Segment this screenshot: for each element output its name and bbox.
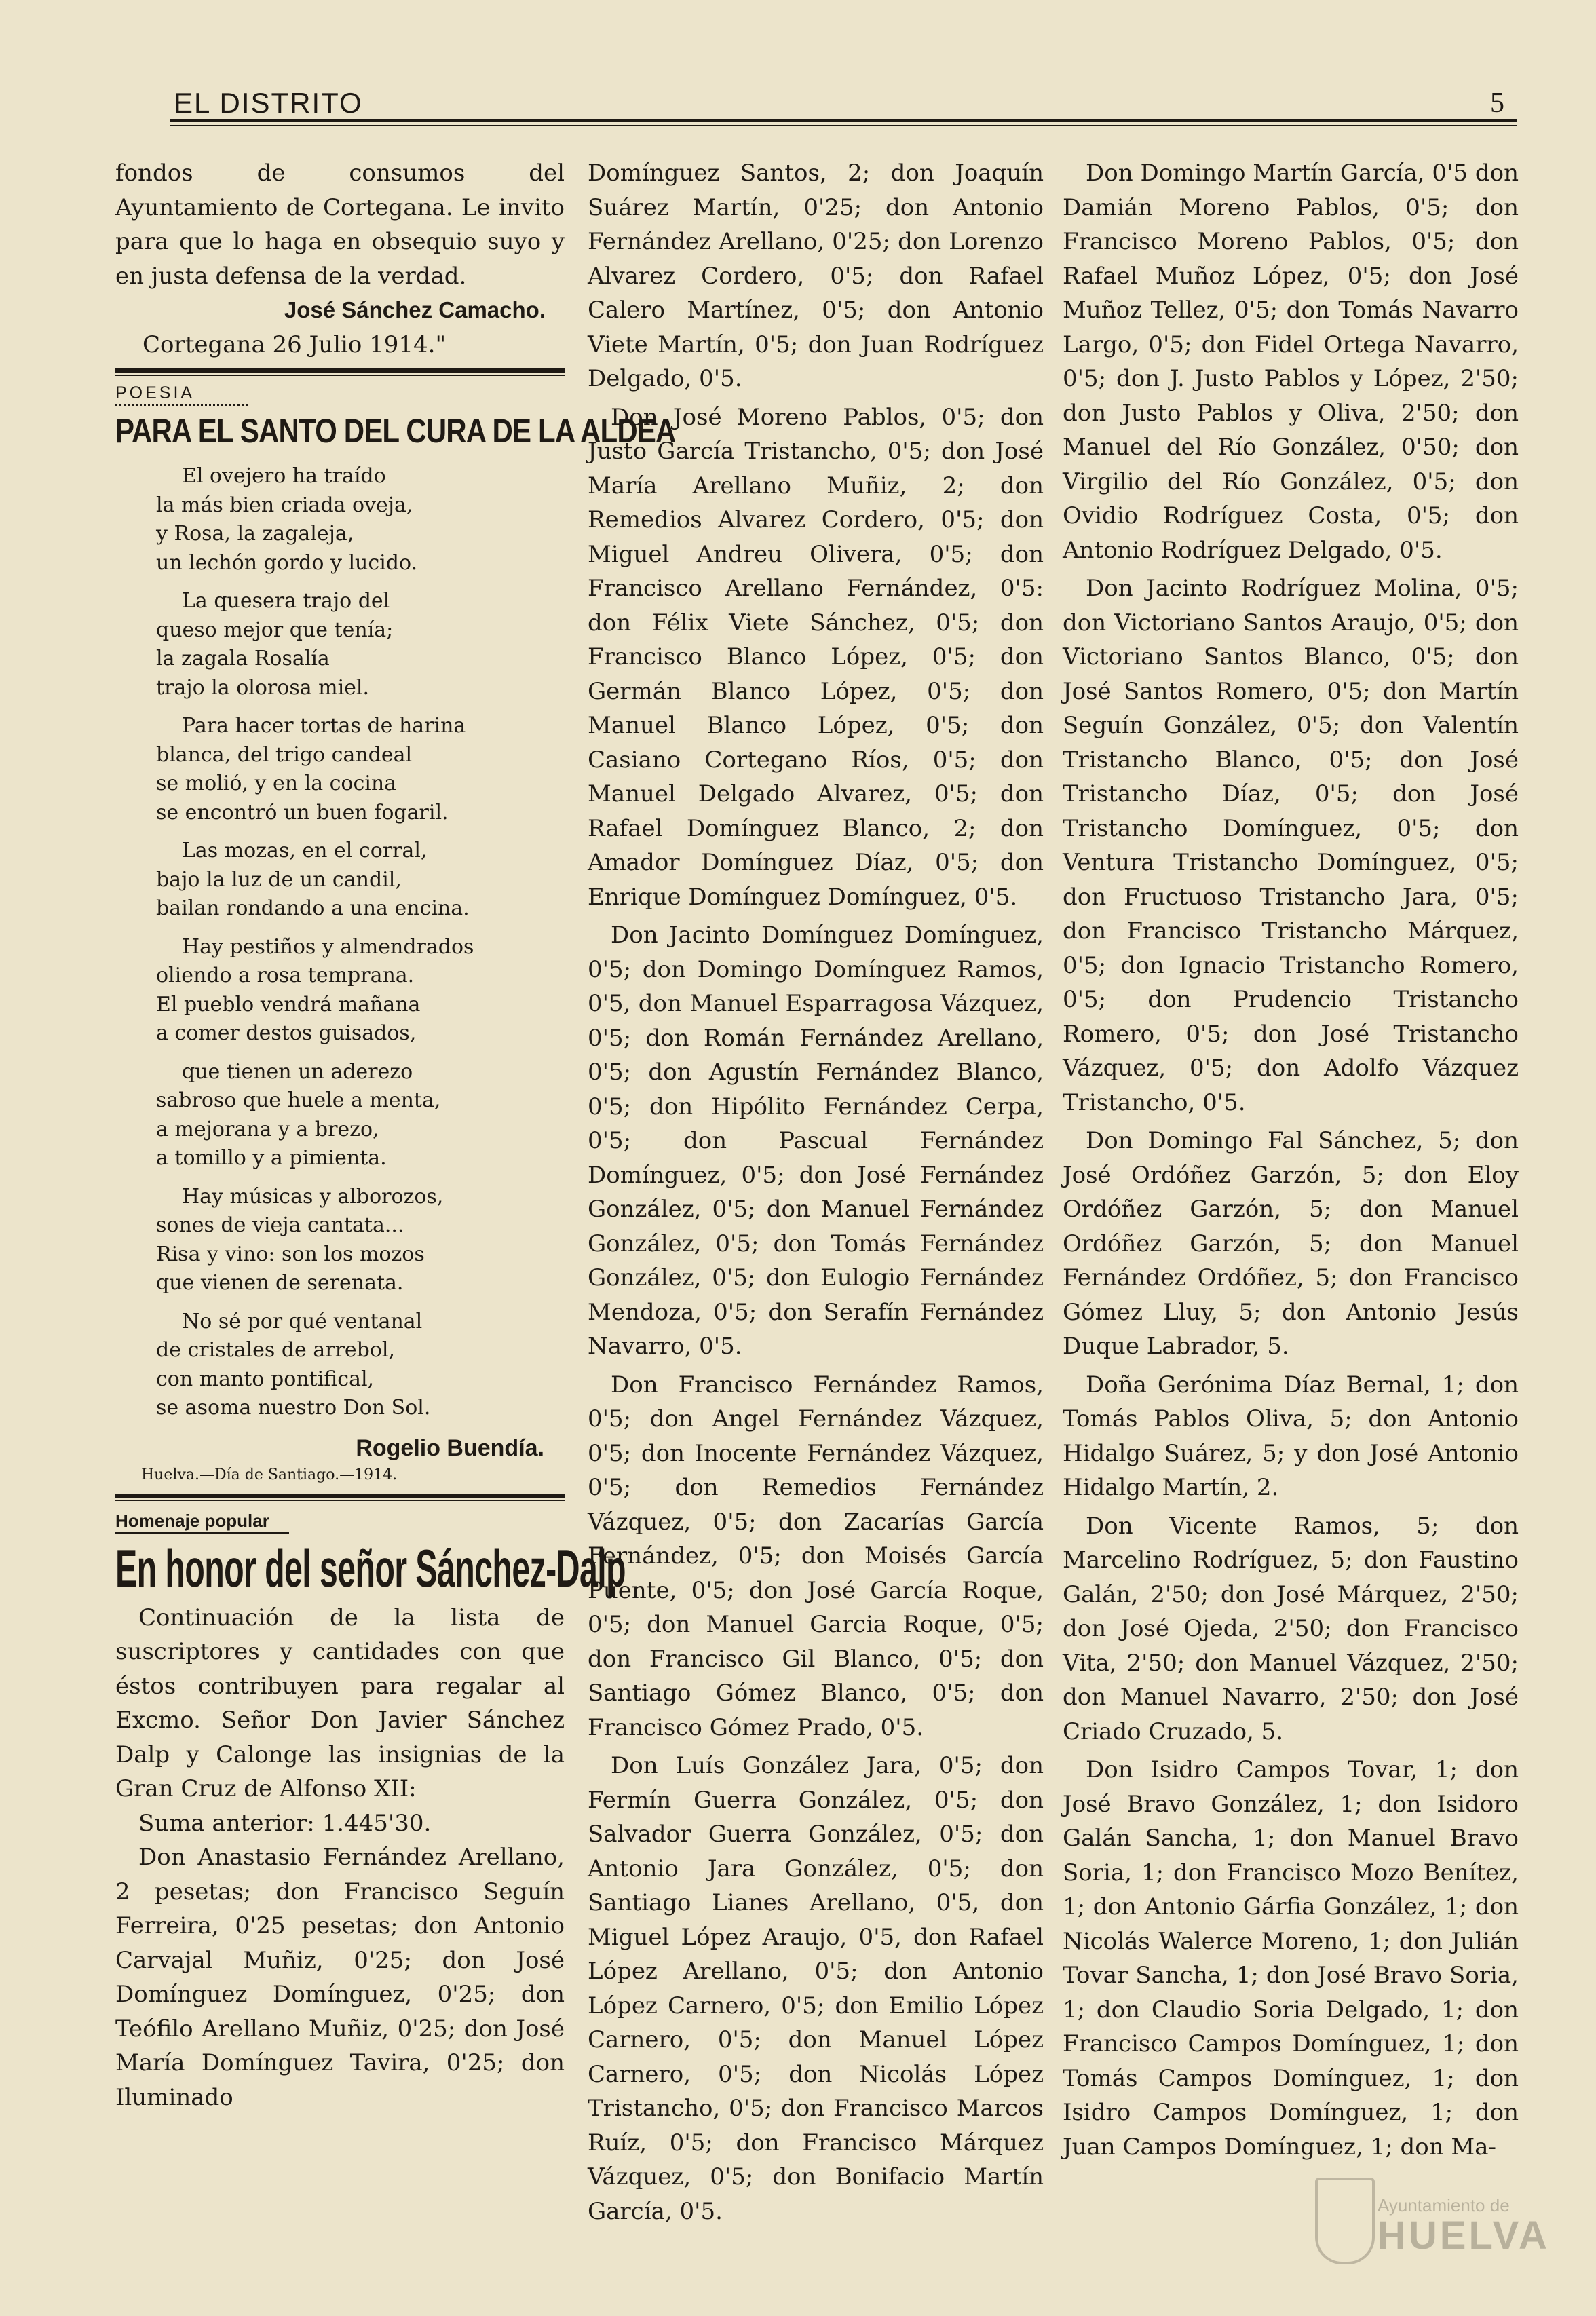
subscriber-paragraph: Don Vicente Ramos, 5; don Marcelino Rodríguez, 5; don Faustino Galán, 2'50; don José Márquez, 2'50; don José Ojeda, 2'50; don Francisco Vita, 2'50; don Manuel Vázquez, 2'50; don Manuel Navarro, 2'50; don José Criado Cruzado, 5. xyxy=(1063,1512,1519,1745)
subscriber-paragraph: Don Luís González Jara, 0'5; don Fermín Guerra González, 0'5; don Salvador Guerra González, 0'5; don Antonio Jara González, 0'5; don Santiago Lianes Arellano, 0'5, don Miguel López Araujo, 0'5, don Rafael López Arellano, 0'5; don Antonio López Carnero, 0'5; don Emilio López Carnero, 0'5; don Manuel López Carnero, 0'5; don Nicolás López Tristancho, 0'5; don Francisco Marcos Ruíz, 0'5; don Francisco Márquez Vázquez, 0'5; don Bonifacio Martín García, 0'5. xyxy=(588,1752,1044,2225)
subscriber-paragraph: Don Francisco Fernández Ramos, 0'5; don Angel Fernández Vázquez, 0'5; don Inocente Fernández Vázquez, 0'5; don Remedios Fernández Vázquez, 0'5; don Zacarías García Fernández, 0'5; don Moisés García Puente, 0'5; don José García Roque, 0'5; don Manuel Garcia Roque, 0'5; don Francisco Gil Blanco, 0'5; don Santiago Gómez Blanco, 0'5; don Francisco Gómez Prado, 0'5. xyxy=(588,1371,1044,1741)
poem-line: El pueblo vendrá mañana xyxy=(156,992,421,1017)
subscriber-paragraph: Doña Gerónima Díaz Bernal, 1; don Tomás Pablos Oliva, 5; don Antonio Hidalgo Suárez, 5; y don José Antonio Hidalgo Martín, 2. xyxy=(1063,1371,1519,1501)
poem-date: Huelva.—Día de Santiago.—1914. xyxy=(141,1466,398,1483)
poem-line: que vienen de serenata. xyxy=(156,1271,404,1295)
poem-line: a tomillo y a pimienta. xyxy=(156,1146,387,1170)
column-1 xyxy=(115,156,676,2114)
page-header xyxy=(170,87,1517,121)
homenaje-title: En honor del señor Sánchez-Dalp xyxy=(115,1538,626,1598)
poem-line: se asoma nuestro Don Sol. xyxy=(156,1396,431,1420)
poem-line: la más bien criada oveja, xyxy=(156,493,413,517)
poem-line: Risa y vino: son los mozos xyxy=(156,1242,425,1266)
watermark xyxy=(1310,2161,1550,2297)
poem-line: sones de vieja cantata... xyxy=(156,1213,404,1237)
poem-line: de cristales de arrebol, xyxy=(156,1338,396,1362)
poem-line: se encontró un buen fogaril. xyxy=(156,800,449,824)
section-divider xyxy=(115,368,565,373)
poem-stanza xyxy=(115,1183,565,1298)
poem-kicker: POESIA xyxy=(115,383,195,402)
poem-line: queso mejor que tenía; xyxy=(156,618,394,642)
poem-stanza xyxy=(115,462,565,577)
poem-line: un lechón gordo y lucido. xyxy=(156,550,418,575)
subscriber-paragraph: Domínguez Santos, 2; don Joaquín Suárez Martín, 0'25; don Antonio Fernández Arellano, 0'25; don Lorenzo Alvarez Cordero, 0'5; don Rafael Calero Martínez, 0'5; don Antonio Viete Martín, 0'5; don Juan Rodríguez Delgado, 0'5. xyxy=(588,159,1044,392)
section-divider-thin xyxy=(115,1500,565,1501)
watermark-line2: HUELVA xyxy=(1378,2214,1550,2258)
poem-line: se molió, y en la cocina xyxy=(156,772,397,795)
homenaje-intro: Continuación de la lista de suscriptores y cantidades con que éstos contribuyen para regalar al Excmo. Señor Don Javier Sánchez Dalp y Calonge las insignias de la Gran Cruz de Alfonso XII: xyxy=(115,1603,565,1802)
poem-line: que tienen un aderezo xyxy=(182,1059,413,1084)
poem-body xyxy=(115,462,565,1423)
newspaper-title: EL DISTRITO xyxy=(174,87,363,119)
suma-anterior: Suma anterior: 1.445'30. xyxy=(138,1809,432,1837)
subscriber-paragraph: Don José Moreno Pablos, 0'5; don Justo García Tristancho, 0'5; don José María Arellano Muñiz, 2; don Remedios Alvarez Cordero, 0'5; don Miguel Andreu Olivera, 0'5; don Francisco Arellano Fernández, 0'5: don Félix Viete Sánchez, 0'5; don Francisco Blanco López, 0'5; don Germán Blanco López, 0'5; don Manuel Blanco López, 0'5; don Casiano Cortegano Ríos, 0'5; don Manuel Delgado Alvarez, 0'5; don Rafael Domínguez Blanco, 2; don Amador Domínguez Díaz, 0'5; don Enrique Domínguez Domínguez, 0'5. xyxy=(588,403,1044,911)
intro-paragraph: fondos de consumos del Ayuntamiento de Cortegana. Le invito para que lo haga en obsequio suyo y en justa defensa de la verdad. xyxy=(115,159,565,290)
poem-line: sabroso que huele a menta, xyxy=(156,1088,441,1112)
subscriber-paragraph: Don Isidro Campos Tovar, 1; don José Bravo González, 1; don Isidoro Galán Sancha, 1; don Manuel Bravo Soria, 1; don Francisco Mozo Benítez, 1; don Antonio Gárfia González, 1; don Nicolás Walerce Moreno, 1; don Julián Tovar Sancha, 1; don José Bravo Soria, 1; don Claudio Soria Delgado, 1; don Francisco Campos Domínguez, 1; don Tomás Campos Domínguez, 1; don Isidro Campos Domínguez, 1; don Juan Campos Domínguez, 1; don Ma- xyxy=(1063,1756,1519,2161)
poem-line: con manto pontifical, xyxy=(156,1367,375,1391)
poem-stanza xyxy=(115,1308,565,1423)
subscriber-paragraph: Don Jacinto Rodríguez Molina, 0'5; don Victoriano Santos Araujo, 0'5; don Victoriano Santos Blanco, 0'5; don José Santos Romero, 0'5; don Martín Seguín González, 0'5; don Valentín Tristancho Blanco, 0'5; don José Tristancho Díaz, 0'5; don José Tristancho Domínguez, 0'5; don Ventura Tristancho Domínguez, 0'5; don Fructuoso Tristancho Jara, 0'5; don Francisco Tristancho Márquez, 0'5; don Ignacio Tristancho Romero, 0'5; don Prudencio Tristancho Romero, 0'5; don José Tristancho Vázquez, 0'5; don Adolfo Vázquez Tristancho, 0'5. xyxy=(1063,575,1519,1116)
homenaje-kicker: Homenaje popular xyxy=(115,1510,269,1531)
coat-of-arms-icon xyxy=(1315,2178,1375,2264)
poem-line: oliendo a rosa temprana. xyxy=(156,964,415,987)
poem-title: PARA EL SANTO DEL CURA DE LA ALDEA xyxy=(115,412,676,450)
column-2 xyxy=(588,156,1044,2228)
poem-author: Rogelio Buendía. xyxy=(356,1435,544,1461)
poem-stanza xyxy=(115,933,565,1048)
poem-line: El ovejero ha traído xyxy=(182,464,386,488)
header-rule xyxy=(170,119,1517,122)
poem-stanza xyxy=(115,587,565,702)
page-number: 5 xyxy=(1490,88,1504,119)
poem-line: Hay pestiños y almendrados xyxy=(182,934,474,959)
poem-line: bailan rondando a una encina. xyxy=(156,896,470,920)
watermark-line1: Ayuntamiento de xyxy=(1378,2195,1510,2216)
header-rule-thin xyxy=(170,125,1517,126)
poem-line: La quesera trajo del xyxy=(182,589,390,613)
poem-line: trajo la olorosa miel. xyxy=(156,675,370,700)
subscriber-paragraph: Don Domingo Martín García, 0'5 don Damián Moreno Pablos, 0'5; don Francisco Moreno Pablos, 0'5; don Rafael Muñoz López, 0'5; don José Muñoz Tellez, 0'5; don Tomás Navarro Largo, 0'5; don Fidel Ortega Navarro, 0'5; don J. Justo Pablos y López, 2'50; don Justo Pablos y Oliva, 2'50; don Manuel del Río González, 0'50; don Virgilio del Río González, 0'5; don Ovidio Rodríguez Costa, 0'5; don Antonio Rodríguez Delgado, 0'5. xyxy=(1063,159,1519,564)
poem-line: a mejorana y a brezo, xyxy=(156,1117,379,1141)
poem-line: Las mozas, en el corral, xyxy=(182,839,428,862)
kicker-underline xyxy=(115,1532,289,1534)
poem-line: blanca, del trigo candeal xyxy=(156,742,413,767)
subscriber-paragraph: Don Jacinto Domínguez Domínguez, 0'5; don Domingo Domínguez Ramos, 0'5, don Manuel Esparragosa Vázquez, 0'5; don Román Fernández Arellano, 0'5; don Agustín Fernández Blanco, 0'5; don Hipólito Fernández Cerpa, 0'5; don Pascual Fernández Domínguez, 0'5; don José Fernández González, 0'5; don Manuel Fernández González, 0'5; don Tomás Fernández González, 0'5; don Eulogio Fernández Mendoza, 0'5; don Serafín Fernández Navarro, 0'5. xyxy=(588,922,1044,1360)
letter-signature: José Sánchez Camacho. xyxy=(284,297,546,322)
kicker-underline xyxy=(115,404,248,406)
subscriber-paragraph: Don Domingo Fal Sánchez, 5; don José Ordóñez Garzón, 5; don Eloy Ordóñez Garzón, 5; don Manuel Ordóñez Garzón, 5; don Manuel Fernández Ordóñez, 5; don Francisco Gómez Lluy, 5; don Antonio Jesús Duque Labrador, 5. xyxy=(1063,1127,1519,1360)
section-divider-thin xyxy=(115,375,565,376)
poem-line: No sé por qué ventanal xyxy=(182,1309,423,1333)
poem-line: y Rosa, la zagaleja, xyxy=(156,522,354,546)
subscriber-paragraph: Don Anastasio Fernández Arellano, 2 pesetas; don Francisco Seguín Ferreira, 0'25 pesetas; don Antonio Carvajal Muñiz, 0'25; don José Domínguez Domínguez, 0'25; don Teófilo Arellano Muñiz, 0'25; don José María Domínguez Tavira, 0'25; don Iluminado xyxy=(115,1844,565,2111)
poem-line: Para hacer tortas de harina xyxy=(182,714,466,738)
poem-line: la zagala Rosalía xyxy=(156,647,330,670)
poem-line: bajo la luz de un candil, xyxy=(156,867,402,892)
poem-stanza xyxy=(115,837,565,924)
poem-stanza xyxy=(115,1058,565,1173)
poem-line: Hay músicas y alborozos, xyxy=(182,1184,444,1209)
poem-stanza xyxy=(115,712,565,827)
column-3 xyxy=(1063,156,1519,2164)
letter-date: Cortegana 26 Julio 1914." xyxy=(142,330,446,358)
poem-line: a comer destos guisados, xyxy=(156,1021,417,1045)
section-divider xyxy=(115,1494,565,1498)
